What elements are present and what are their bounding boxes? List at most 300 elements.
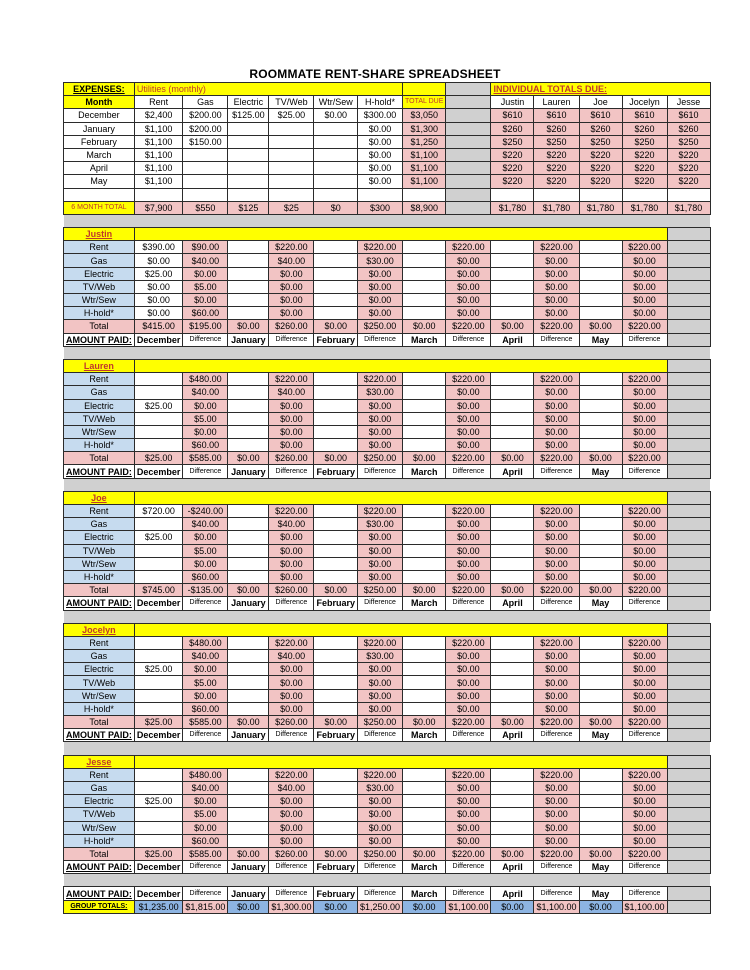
paid-cell: $0.00 [403,847,446,860]
difference-cell: $0.00 [183,663,228,676]
expense-value: $150.00 [183,135,228,148]
gap-col [667,254,710,267]
difference-cell: $0.00 [357,267,402,280]
individual-due: $260 [667,122,710,135]
gap-col [667,399,710,412]
difference-cell: $220.00 [446,584,491,597]
difference-cell: $0.00 [534,386,579,399]
difference-cell: $0.00 [622,267,667,280]
difference-cell: $220.00 [622,320,667,333]
gap-col [667,702,710,715]
group-total-value: $1,235.00 [134,900,183,913]
row-label: H-hold* [64,570,135,583]
difference-cell: $0.00 [534,676,579,689]
gap-col [667,689,710,702]
person-total-row [64,847,711,860]
paid-difference: Difference [534,861,579,874]
spacer-row [64,214,711,227]
difference-cell: $40.00 [183,650,228,663]
person-header-justin: Justin [491,96,534,109]
paid-month: January [228,597,269,610]
difference-cell: $0.00 [446,425,491,438]
individual-due: $220 [534,175,579,188]
person-name-row [64,491,711,504]
spacer-row [64,874,711,887]
total-due: $1,100 [403,148,446,161]
difference-cell: $0.00 [622,570,667,583]
difference-cell: $0.00 [183,425,228,438]
paid-difference: Difference [446,333,491,346]
row-label: Electric [64,531,135,544]
difference-cell: $0.00 [269,795,314,808]
difference-cell: $0.00 [622,307,667,320]
difference-cell: $0.00 [357,676,402,689]
gap-col [667,452,710,465]
individual-due: $610 [534,109,579,122]
paid-cell [403,254,446,267]
paid-difference: Difference [534,465,579,478]
paid-cell [314,650,358,663]
gap-cell [446,83,491,96]
difference-cell: $30.00 [357,781,402,794]
total-due: $3,050 [403,109,446,122]
amount-paid-row [64,729,711,742]
expense-value [314,148,358,161]
difference-cell: $0.00 [357,399,402,412]
difference-cell: $0.00 [183,795,228,808]
expense-value [314,175,358,188]
difference-cell: $220.00 [446,505,491,518]
paid-cell [491,386,534,399]
paid-cell [134,425,183,438]
total-due: $1,300 [403,122,446,135]
gap-col [667,557,710,570]
difference-cell: $30.00 [357,518,402,531]
difference-cell: $0.00 [446,412,491,425]
paid-cell [134,412,183,425]
difference-cell: $0.00 [446,439,491,452]
row-label: TV/Web [64,676,135,689]
expense-value: $300.00 [357,109,402,122]
paid-cell [491,267,534,280]
difference-cell: $0.00 [269,267,314,280]
paid-cell [134,439,183,452]
paid-cell: $0.00 [491,320,534,333]
difference-cell: $0.00 [534,412,579,425]
paid-cell: $25.00 [134,663,183,676]
paid-difference: Difference [269,597,314,610]
expense-value [228,148,269,161]
expense-row [64,135,711,148]
paid-difference: Difference [357,861,402,874]
paid-difference: Difference [622,887,667,900]
paid-cell [491,425,534,438]
gap-col [667,821,710,834]
paid-cell [403,808,446,821]
yellow-band [134,623,667,636]
difference-cell: $0.00 [446,254,491,267]
paid-cell [134,808,183,821]
gap-col [667,861,710,874]
paid-month: December [134,597,183,610]
person-expense-row [64,795,711,808]
paid-cell [491,518,534,531]
paid-cell [314,518,358,531]
gap-col [667,373,710,386]
gap-col [667,795,710,808]
difference-cell: $0.00 [622,439,667,452]
blank-cell [667,188,710,201]
paid-cell [403,689,446,702]
paid-cell [228,795,269,808]
row-label: Gas [64,650,135,663]
header-total-due: TOTAL DUE [403,96,446,109]
yellow-band [134,359,667,372]
paid-month: May [579,729,622,742]
header-month: Month [64,96,135,109]
difference-cell: $0.00 [183,557,228,570]
expense-value [269,148,314,161]
gap-col [667,267,710,280]
row-label: Wtr/Sew [64,294,135,307]
paid-cell [314,676,358,689]
paid-cell [314,399,358,412]
paid-difference: Difference [183,597,228,610]
row-label: Wtr/Sew [64,821,135,834]
month-label: March [64,148,135,161]
difference-cell: $250.00 [357,320,402,333]
difference-cell: $0.00 [534,834,579,847]
expenses-header-row [64,96,711,109]
difference-cell: $0.00 [534,531,579,544]
amount-paid-row [64,333,711,346]
expense-value: $1,100 [134,122,183,135]
gap-col [667,531,710,544]
person-name: Lauren [64,359,135,372]
person-name-row [64,623,711,636]
difference-cell: $0.00 [622,676,667,689]
difference-cell: $220.00 [534,320,579,333]
paid-cell: $0.00 [403,716,446,729]
six-month-individual: $1,780 [667,201,710,214]
paid-difference: Difference [622,729,667,742]
header-gas: Gas [183,96,228,109]
difference-cell: $480.00 [183,636,228,649]
difference-cell: $40.00 [269,650,314,663]
spacer [64,742,668,755]
paid-cell [228,676,269,689]
expense-value: $0.00 [357,148,402,161]
amount-paid-row [64,465,711,478]
paid-cell [491,439,534,452]
difference-cell: $220.00 [446,847,491,860]
expense-row [64,148,711,161]
paid-cell [314,570,358,583]
group-total-value: $0.00 [491,900,534,913]
paid-month: February [314,597,358,610]
gap-col [667,478,710,491]
difference-cell: $0.00 [269,399,314,412]
difference-cell: $220.00 [446,320,491,333]
paid-month: January [228,887,269,900]
spacer [64,610,668,623]
expense-row [64,122,711,135]
individual-due: $220 [534,148,579,161]
difference-cell: $220.00 [446,373,491,386]
difference-cell: $0.00 [534,307,579,320]
paid-month: January [228,861,269,874]
difference-cell: $0.00 [269,531,314,544]
paid-cell [314,307,358,320]
six-month-value: $125 [228,201,269,214]
paid-cell [314,241,358,254]
paid-month: January [228,333,269,346]
difference-cell: $0.00 [534,821,579,834]
group-total-value: $1,100.00 [446,900,491,913]
difference-cell: $60.00 [183,570,228,583]
paid-cell [491,294,534,307]
utilities-label: Utilities (monthly) [134,83,402,96]
individual-due: $250 [491,135,534,148]
gap-col [667,294,710,307]
paid-cell [579,412,622,425]
difference-cell: $0.00 [534,650,579,663]
paid-cell [314,425,358,438]
paid-cell: $0.00 [134,280,183,293]
gap-col [667,623,710,636]
paid-cell [491,254,534,267]
expense-value: $2,400 [134,109,183,122]
difference-cell: $0.00 [269,439,314,452]
individual-due: $220 [579,148,622,161]
gap-col [667,570,710,583]
group-total-value: $1,100.00 [622,900,667,913]
paid-cell [491,399,534,412]
difference-cell: $40.00 [269,518,314,531]
difference-cell: -$240.00 [183,505,228,518]
difference-cell: $220.00 [534,584,579,597]
expense-value: $25.00 [269,109,314,122]
paid-cell [134,557,183,570]
difference-cell: $250.00 [357,847,402,860]
gap-col [667,333,710,346]
gap-cell [446,96,491,109]
gap-col [667,663,710,676]
difference-cell: $0.00 [446,267,491,280]
person-expense-row [64,570,711,583]
paid-cell [403,663,446,676]
difference-cell: $0.00 [446,531,491,544]
rent-share-table [63,82,711,914]
paid-cell [314,781,358,794]
difference-cell: $260.00 [269,452,314,465]
header-spacer [403,83,446,96]
row-label: Total [64,320,135,333]
person-expense-row [64,689,711,702]
spacer-row [64,742,711,755]
gap-col [667,425,710,438]
row-label: H-hold* [64,702,135,715]
row-label: Rent [64,636,135,649]
person-expense-row [64,663,711,676]
paid-cell [228,439,269,452]
paid-cell [134,702,183,715]
six-month-value: $0 [314,201,358,214]
paid-cell: $0.00 [403,584,446,597]
group-totals-label: GROUP TOTALS: [64,900,135,913]
six-month-individual: $1,780 [491,201,534,214]
difference-cell: $0.00 [622,650,667,663]
difference-cell: $0.00 [269,280,314,293]
difference-cell: $0.00 [269,294,314,307]
difference-cell: $0.00 [446,834,491,847]
expense-value: $1,100 [134,175,183,188]
individual-due: $220 [579,175,622,188]
paid-cell [403,702,446,715]
gap-col [667,597,710,610]
person-total-row [64,320,711,333]
individual-due: $250 [667,135,710,148]
paid-cell [403,531,446,544]
individual-due: $250 [579,135,622,148]
difference-cell: $260.00 [269,847,314,860]
person-name-row [64,359,711,372]
difference-cell: $0.00 [269,663,314,676]
row-label: H-hold* [64,307,135,320]
difference-cell: $0.00 [446,663,491,676]
paid-month: February [314,465,358,478]
difference-cell: $0.00 [357,531,402,544]
expense-value: $0.00 [357,162,402,175]
paid-cell [403,399,446,412]
row-label: TV/Web [64,808,135,821]
person-total-row [64,716,711,729]
person-name: Justin [64,228,135,241]
expense-value: $125.00 [228,109,269,122]
paid-cell [579,557,622,570]
blank-cell [579,188,622,201]
paid-cell [134,821,183,834]
paid-cell [134,834,183,847]
difference-cell: $0.00 [183,399,228,412]
six-month-total-row [64,201,711,214]
difference-cell: $0.00 [446,307,491,320]
difference-cell: $0.00 [357,821,402,834]
paid-cell [579,544,622,557]
gap-col [667,439,710,452]
paid-cell [491,768,534,781]
paid-difference: Difference [269,465,314,478]
difference-cell: $0.00 [357,544,402,557]
difference-cell: $260.00 [269,584,314,597]
row-label: Total [64,452,135,465]
difference-cell: $0.00 [534,795,579,808]
paid-cell [491,307,534,320]
difference-cell: $250.00 [357,716,402,729]
difference-cell: $0.00 [622,280,667,293]
paid-cell: $0.00 [491,452,534,465]
gap-col [667,768,710,781]
difference-cell: $0.00 [622,702,667,715]
person-expense-row [64,307,711,320]
gap-col [667,650,710,663]
paid-difference: Difference [446,887,491,900]
difference-cell: $220.00 [534,241,579,254]
difference-cell: $60.00 [183,834,228,847]
difference-cell: $0.00 [357,439,402,452]
paid-month: March [403,333,446,346]
difference-cell: $220.00 [622,373,667,386]
blank-cell [269,188,314,201]
paid-difference: Difference [183,861,228,874]
expense-value: $0.00 [314,109,358,122]
difference-cell: $220.00 [534,373,579,386]
paid-cell [228,307,269,320]
expense-value: $1,100 [134,148,183,161]
paid-month: April [491,333,534,346]
paid-month: February [314,729,358,742]
paid-cell [314,267,358,280]
header-tv-web: TV/Web [269,96,314,109]
paid-cell: $0.00 [314,584,358,597]
person-expense-row [64,650,711,663]
row-label: Electric [64,267,135,280]
row-label: Gas [64,254,135,267]
paid-cell [579,518,622,531]
gap-col [667,359,710,372]
paid-cell: $25.00 [134,267,183,280]
difference-cell: $90.00 [183,241,228,254]
paid-cell [579,280,622,293]
individual-due: $220 [667,175,710,188]
paid-cell [314,280,358,293]
person-expense-row [64,425,711,438]
person-expense-row [64,531,711,544]
paid-month: December [134,887,183,900]
difference-cell: $0.00 [622,254,667,267]
paid-cell [403,373,446,386]
expense-value [228,175,269,188]
difference-cell: $0.00 [622,795,667,808]
paid-cell [491,557,534,570]
six-month-individual: $1,780 [534,201,579,214]
paid-month: February [314,333,358,346]
difference-cell: $5.00 [183,280,228,293]
paid-cell: $0.00 [314,716,358,729]
difference-cell: $220.00 [534,768,579,781]
difference-cell: $0.00 [622,781,667,794]
paid-cell [579,834,622,847]
row-label: Electric [64,399,135,412]
person-header-lauren: Lauren [534,96,579,109]
paid-cell: $0.00 [579,320,622,333]
paid-cell [134,570,183,583]
expense-value [228,162,269,175]
paid-month: May [579,597,622,610]
person-name-row [64,228,711,241]
paid-cell: $0.00 [228,716,269,729]
paid-difference: Difference [269,861,314,874]
gap-col [667,280,710,293]
paid-cell [403,307,446,320]
paid-cell [403,425,446,438]
gap-cell [446,148,491,161]
total-due: $1,250 [403,135,446,148]
row-label: Total [64,716,135,729]
difference-cell: $5.00 [183,676,228,689]
row-label: Rent [64,768,135,781]
paid-difference: Difference [622,597,667,610]
